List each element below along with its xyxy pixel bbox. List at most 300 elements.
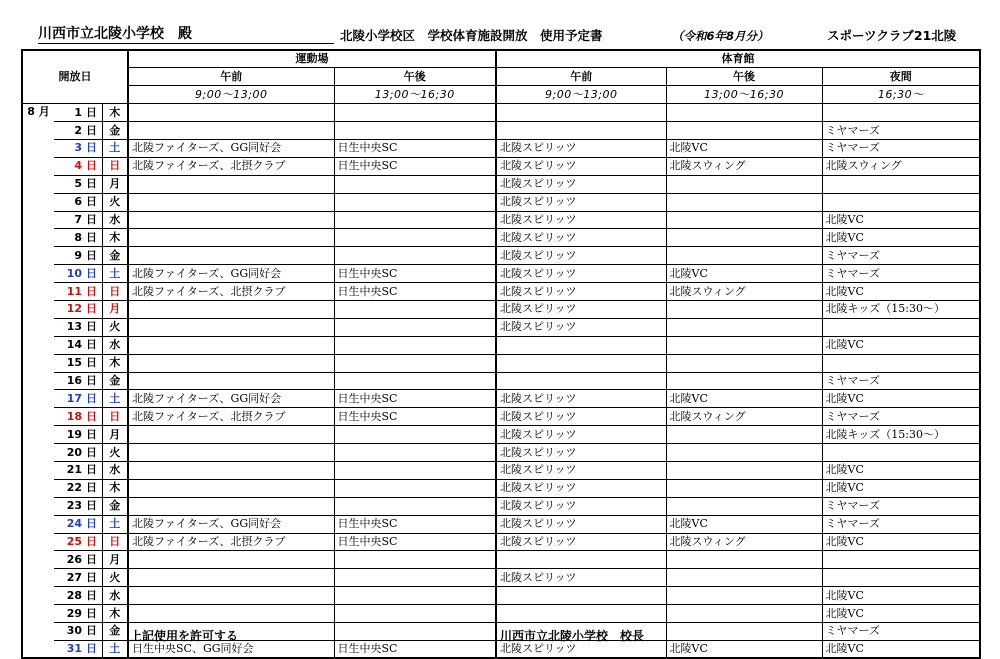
gym-night-cell: ミヤマーズ <box>822 623 980 641</box>
gym-night-cell <box>822 193 980 211</box>
gym-pm-cell <box>666 372 822 390</box>
gym-am-cell: 北陵スピリッツ <box>496 300 666 318</box>
day-number: 20 <box>54 444 84 462</box>
ground-am-cell: 北陵ファイターズ、北摂クラブ <box>128 408 334 426</box>
ground-pm-cell: 日生中央SC <box>334 390 496 408</box>
day-suffix: 日 <box>84 569 102 587</box>
gym-pm-cell: 北陵VC <box>666 390 822 408</box>
approval-text: 上記使用を許可する <box>130 629 239 643</box>
day-suffix: 日 <box>84 515 102 533</box>
table-row <box>22 551 980 569</box>
day-number: 6 <box>54 193 84 211</box>
table-row <box>22 533 980 551</box>
gym-am-cell <box>496 104 666 122</box>
table-row <box>22 390 980 408</box>
ground-pm-cell <box>334 444 496 462</box>
ground-am-cell <box>128 193 334 211</box>
table-row <box>22 587 980 605</box>
ground-pm-cell <box>334 354 496 372</box>
header-row-1 <box>22 50 980 68</box>
gym-pm-cell <box>666 229 822 247</box>
day-suffix: 日 <box>84 157 102 175</box>
ground-am-cell <box>128 444 334 462</box>
weekday: 水 <box>102 336 128 354</box>
ground-pm-cell <box>334 479 496 497</box>
weekday: 水 <box>102 587 128 605</box>
gym-am-cell <box>496 122 666 140</box>
gym-pm-cell: 北陵スウィング <box>666 283 822 301</box>
ground-pm-cell: 日生中央SC <box>334 640 496 658</box>
ground-pm-cell <box>334 193 496 211</box>
day-number: 30 <box>54 623 84 641</box>
ground-am-cell: 北陵ファイターズ、GG同好会 <box>128 390 334 408</box>
day-number: 10 <box>54 265 84 283</box>
day-suffix: 日 <box>84 318 102 336</box>
gym-pm-cell <box>666 122 822 140</box>
table-row <box>22 354 980 372</box>
table-row <box>22 444 980 462</box>
table-row <box>22 336 980 354</box>
gym-am-cell: 北陵スピリッツ <box>496 497 666 515</box>
gym-night-cell: 北陵VC <box>822 479 980 497</box>
ground-pm-cell: 日生中央SC <box>334 265 496 283</box>
gym-am-cell: 北陵スピリッツ <box>496 461 666 479</box>
ground-am-cell <box>128 497 334 515</box>
gym-night-cell <box>822 569 980 587</box>
day-suffix: 日 <box>84 354 102 372</box>
table-row <box>22 515 980 533</box>
gym-am-cell: 北陵スピリッツ <box>496 283 666 301</box>
day-suffix: 日 <box>84 408 102 426</box>
weekday: 月 <box>102 175 128 193</box>
gym-night-cell <box>822 551 980 569</box>
gym-night-cell: 北陵VC <box>822 605 980 623</box>
table-row <box>22 175 980 193</box>
gym-am-cell <box>496 605 666 623</box>
day-number: 8 <box>54 229 84 247</box>
gym-pm-cell <box>666 426 822 444</box>
gym-pm-cell <box>666 479 822 497</box>
day-suffix: 日 <box>84 461 102 479</box>
gym-night-cell: ミヤマーズ <box>822 247 980 265</box>
ground-pm-cell <box>334 336 496 354</box>
weekday: 水 <box>102 211 128 229</box>
day-suffix: 日 <box>84 587 102 605</box>
ground-pm-cell: 日生中央SC <box>334 139 496 157</box>
gym-pm-cell <box>666 569 822 587</box>
gym-night-cell <box>822 318 980 336</box>
gym-am-cell: 北陵スピリッツ <box>496 157 666 175</box>
gym-am-cell: 北陵スピリッツ <box>496 408 666 426</box>
schedule-body <box>22 104 980 659</box>
day-number: 9 <box>54 247 84 265</box>
weekday: 火 <box>102 318 128 336</box>
gym-am-cell <box>496 354 666 372</box>
gym-night-cell: ミヤマーズ <box>822 408 980 426</box>
day-number: 1 <box>54 104 84 122</box>
weekday: 日 <box>102 533 128 551</box>
weekday: 水 <box>102 461 128 479</box>
ground-pm-cell <box>334 461 496 479</box>
ground-am-cell: 北陵ファイターズ、GG同好会 <box>128 265 334 283</box>
ground-pm-cell <box>334 211 496 229</box>
gym-night-cell: 北陵VC <box>822 390 980 408</box>
weekday: 木 <box>102 354 128 372</box>
weekday: 金 <box>102 122 128 140</box>
weekday: 日 <box>102 157 128 175</box>
gym-night-cell: 北陵VC <box>822 640 980 658</box>
ground-am-cell <box>128 354 334 372</box>
gym-night-cell <box>822 104 980 122</box>
gym-night-cell: ミヤマーズ <box>822 265 980 283</box>
ground-pm-cell <box>334 247 496 265</box>
ground-pm-cell: 日生中央SC <box>334 515 496 533</box>
table-row <box>22 104 980 122</box>
gym-am-cell: 北陵スピリッツ <box>496 247 666 265</box>
gym-night-cell: 北陵スウィング <box>822 157 980 175</box>
day-number: 14 <box>54 336 84 354</box>
table-row <box>22 247 980 265</box>
table-row <box>22 318 980 336</box>
weekday: 土 <box>102 640 128 658</box>
ground-am-cell: 北陵ファイターズ、北摂クラブ <box>128 533 334 551</box>
gym-pm-cell <box>666 551 822 569</box>
day-number: 3 <box>54 139 84 157</box>
gym-am-cell: 北陵スピリッツ <box>496 533 666 551</box>
day-number: 27 <box>54 569 84 587</box>
day-number: 15 <box>54 354 84 372</box>
weekday: 金 <box>102 247 128 265</box>
ground-am-cell <box>128 426 334 444</box>
gym-pm-time: 13;00～16;30 <box>666 86 822 104</box>
day-number: 21 <box>54 461 84 479</box>
day-suffix: 日 <box>84 229 102 247</box>
table-row <box>22 139 980 157</box>
day-suffix: 日 <box>84 211 102 229</box>
weekday: 金 <box>102 623 128 641</box>
ground-am-cell <box>128 104 334 122</box>
gym-night-cell: 北陵VC <box>822 587 980 605</box>
ground-am-cell: 北陵ファイターズ、GG同好会 <box>128 139 334 157</box>
table-row <box>22 157 980 175</box>
day-number: 13 <box>54 318 84 336</box>
day-number: 2 <box>54 122 84 140</box>
ground-pm-cell <box>334 104 496 122</box>
weekday: 木 <box>102 479 128 497</box>
table-row <box>22 372 980 390</box>
club-name: スポーツクラブ21北陵 <box>827 28 957 43</box>
day-suffix: 日 <box>84 533 102 551</box>
weekday: 木 <box>102 605 128 623</box>
ground-am-cell <box>128 211 334 229</box>
ground-pm-cell <box>334 372 496 390</box>
gym-am-cell: 北陵スピリッツ <box>496 139 666 157</box>
day-number: 24 <box>54 515 84 533</box>
table-row <box>22 497 980 515</box>
day-number: 19 <box>54 426 84 444</box>
table-row <box>22 569 980 587</box>
ground-am-header: 午前 <box>128 68 334 86</box>
ground-pm-cell: 日生中央SC <box>334 157 496 175</box>
day-suffix: 日 <box>84 336 102 354</box>
day-suffix: 日 <box>84 444 102 462</box>
ground-am-cell <box>128 229 334 247</box>
weekday: 土 <box>102 139 128 157</box>
gym-pm-cell <box>666 623 822 641</box>
ground-pm-time: 13;00～16;30 <box>334 86 496 104</box>
ground-pm-cell <box>334 318 496 336</box>
gym-pm-cell: 北陵スウィング <box>666 533 822 551</box>
day-number: 22 <box>54 479 84 497</box>
gym-am-cell: 北陵スピリッツ <box>496 318 666 336</box>
day-suffix: 日 <box>84 479 102 497</box>
gym-am-cell: 北陵スピリッツ <box>496 390 666 408</box>
gym-night-cell <box>822 354 980 372</box>
gym-night-cell: 北陵VC <box>822 283 980 301</box>
addressee: 川西市立北陵小学校 殿 <box>38 23 334 44</box>
day-suffix: 日 <box>84 640 102 658</box>
ground-am-cell <box>128 372 334 390</box>
gym-night-cell: ミヤマーズ <box>822 122 980 140</box>
weekday: 木 <box>102 104 128 122</box>
ground-pm-cell: 日生中央SC <box>334 283 496 301</box>
gym-pm-cell: 北陵VC <box>666 265 822 283</box>
gym-pm-cell <box>666 318 822 336</box>
table-row <box>22 426 980 444</box>
ground-pm-cell <box>334 569 496 587</box>
table-row <box>22 265 980 283</box>
weekday: 日 <box>102 283 128 301</box>
weekday: 月 <box>102 426 128 444</box>
gym-pm-cell <box>666 444 822 462</box>
ground-am-cell <box>128 587 334 605</box>
day-suffix: 日 <box>84 426 102 444</box>
ground-am-cell <box>128 461 334 479</box>
day-number: 11 <box>54 283 84 301</box>
day-suffix: 日 <box>84 247 102 265</box>
ground-pm-cell: 日生中央SC <box>334 408 496 426</box>
ground-pm-cell <box>334 551 496 569</box>
ground-am-cell: 日生中央SC、GG同好会 <box>128 640 334 658</box>
gym-pm-cell <box>666 587 822 605</box>
table-row <box>22 283 980 301</box>
gym-am-cell: 北陵スピリッツ <box>496 640 666 658</box>
weekday: 火 <box>102 569 128 587</box>
gym-pm-cell: 北陵VC <box>666 515 822 533</box>
header-row-2 <box>22 68 980 86</box>
day-number: 23 <box>54 497 84 515</box>
day-suffix: 日 <box>84 497 102 515</box>
gym-am-cell: 北陵スピリッツ <box>496 211 666 229</box>
ground-am-cell: 北陵ファイターズ、北摂クラブ <box>128 157 334 175</box>
gym-am-cell <box>496 551 666 569</box>
ground-pm-cell <box>334 623 496 641</box>
gym-am-cell: 北陵スピリッツ <box>496 479 666 497</box>
ground-am-time: 9;00～13;00 <box>128 86 334 104</box>
ground-am-cell: 北陵ファイターズ、GG同好会 <box>128 515 334 533</box>
month-label: （令和6年8月分） <box>672 29 769 43</box>
weekday: 金 <box>102 497 128 515</box>
day-number: 12 <box>54 300 84 318</box>
ground-am-cell <box>128 175 334 193</box>
gym-pm-cell: 北陵VC <box>666 640 822 658</box>
weekday: 土 <box>102 265 128 283</box>
gym-night-cell: ミヤマーズ <box>822 372 980 390</box>
weekday: 土 <box>102 515 128 533</box>
table-row <box>22 122 980 140</box>
day-suffix: 日 <box>84 193 102 211</box>
weekday: 土 <box>102 390 128 408</box>
schedule-table <box>21 49 981 659</box>
gym-night-cell <box>822 444 980 462</box>
ground-am-cell <box>128 300 334 318</box>
weekday: 金 <box>102 372 128 390</box>
gym-night-cell: 北陵キッズ（15:30～） <box>822 300 980 318</box>
table-row <box>22 211 980 229</box>
weekday: 日 <box>102 408 128 426</box>
gym-pm-cell <box>666 211 822 229</box>
gym-night-cell: ミヤマーズ <box>822 497 980 515</box>
day-number: 29 <box>54 605 84 623</box>
gym-night-time: 16;30～ <box>822 86 980 104</box>
ground-am-cell <box>128 247 334 265</box>
open-day-header: 開放日 <box>22 50 128 104</box>
gym-pm-cell <box>666 300 822 318</box>
day-suffix: 日 <box>84 139 102 157</box>
day-number: 28 <box>54 587 84 605</box>
day-number: 25 <box>54 533 84 551</box>
day-suffix: 日 <box>84 551 102 569</box>
ground-am-cell <box>128 569 334 587</box>
ground-pm-cell <box>334 497 496 515</box>
gym-am-cell: 北陵スピリッツ <box>496 444 666 462</box>
day-suffix: 日 <box>84 265 102 283</box>
ground-am-cell: 北陵ファイターズ、北摂クラブ <box>128 283 334 301</box>
gym-night-cell <box>822 175 980 193</box>
ground-pm-cell <box>334 229 496 247</box>
gym-night-cell: 北陵VC <box>822 336 980 354</box>
ground-pm-cell: 日生中央SC <box>334 533 496 551</box>
day-number: 17 <box>54 390 84 408</box>
gym-pm-cell: 北陵VC <box>666 139 822 157</box>
gym-am-time: 9;00～13;00 <box>496 86 666 104</box>
gym-pm-cell <box>666 193 822 211</box>
gym-night-cell: 北陵VC <box>822 211 980 229</box>
table-row <box>22 300 980 318</box>
day-suffix: 日 <box>84 605 102 623</box>
gym-pm-cell <box>666 605 822 623</box>
gym-pm-cell <box>666 354 822 372</box>
day-suffix: 日 <box>84 122 102 140</box>
gym-am-header: 午前 <box>496 68 666 86</box>
weekday: 月 <box>102 551 128 569</box>
gym-night-cell: 北陵VC <box>822 229 980 247</box>
day-number: 26 <box>54 551 84 569</box>
ground-am-cell <box>128 551 334 569</box>
gym-pm-cell <box>666 247 822 265</box>
ground-am-cell <box>128 336 334 354</box>
gym-pm-cell <box>666 104 822 122</box>
weekday: 火 <box>102 444 128 462</box>
gym-am-cell: 北陵スピリッツ <box>496 569 666 587</box>
gym-night-cell: 北陵VC <box>822 461 980 479</box>
ground-pm-cell <box>334 122 496 140</box>
gym-night-header: 夜間 <box>822 68 980 86</box>
ground-am-cell <box>128 318 334 336</box>
day-number: 31 <box>54 640 84 658</box>
day-number: 5 <box>54 175 84 193</box>
table-row <box>22 461 980 479</box>
gym-night-cell: ミヤマーズ <box>822 139 980 157</box>
gym-pm-cell <box>666 461 822 479</box>
gym-pm-cell: 北陵スウィング <box>666 408 822 426</box>
ground-pm-header: 午後 <box>334 68 496 86</box>
table-row <box>22 479 980 497</box>
gym-am-cell: 北陵スピリッツ <box>496 426 666 444</box>
day-suffix: 日 <box>84 390 102 408</box>
gym-am-cell: 北陵スピリッツ <box>496 515 666 533</box>
table-row <box>22 229 980 247</box>
ground-pm-cell <box>334 426 496 444</box>
gym-night-cell: 北陵VC <box>822 533 980 551</box>
day-suffix: 日 <box>84 283 102 301</box>
table-row <box>22 408 980 426</box>
day-number: 16 <box>54 372 84 390</box>
gym-night-cell: 北陵キッズ（15:30～） <box>822 426 980 444</box>
gym-am-cell <box>496 372 666 390</box>
day-suffix: 日 <box>84 372 102 390</box>
weekday: 月 <box>102 300 128 318</box>
day-number: 18 <box>54 408 84 426</box>
gym-pm-cell <box>666 497 822 515</box>
ground-pm-cell <box>334 587 496 605</box>
principal-signature: 川西市立北陵小学校 校長 <box>500 629 645 643</box>
ground-am-cell <box>128 122 334 140</box>
gym-header: 体育館 <box>496 50 980 68</box>
day-number: 4 <box>54 157 84 175</box>
weekday: 木 <box>102 229 128 247</box>
document-title: 北陵小学校区 学校体育施設開放 使用予定書 <box>340 28 603 43</box>
day-suffix: 日 <box>84 175 102 193</box>
gym-am-cell: 北陵スピリッツ <box>496 265 666 283</box>
gym-pm-cell <box>666 336 822 354</box>
gym-am-cell <box>496 587 666 605</box>
ground-pm-cell <box>334 605 496 623</box>
header-row-3 <box>22 86 980 104</box>
gym-pm-header: 午後 <box>666 68 822 86</box>
table-row <box>22 193 980 211</box>
day-suffix: 日 <box>84 300 102 318</box>
day-suffix: 日 <box>84 104 102 122</box>
day-suffix: 日 <box>84 623 102 641</box>
table-row <box>22 605 980 623</box>
ground-header: 運動場 <box>128 50 496 68</box>
day-number: 7 <box>54 211 84 229</box>
ground-pm-cell <box>334 300 496 318</box>
gym-night-cell: ミヤマーズ <box>822 515 980 533</box>
ground-am-cell <box>128 479 334 497</box>
gym-pm-cell <box>666 175 822 193</box>
gym-am-cell: 北陵スピリッツ <box>496 175 666 193</box>
gym-am-cell <box>496 336 666 354</box>
gym-am-cell: 北陵スピリッツ <box>496 193 666 211</box>
ground-pm-cell <box>334 175 496 193</box>
ground-am-cell <box>128 605 334 623</box>
weekday: 火 <box>102 193 128 211</box>
gym-am-cell: 北陵スピリッツ <box>496 229 666 247</box>
gym-pm-cell: 北陵スウィング <box>666 157 822 175</box>
month-cell: 8 月 <box>22 104 54 659</box>
